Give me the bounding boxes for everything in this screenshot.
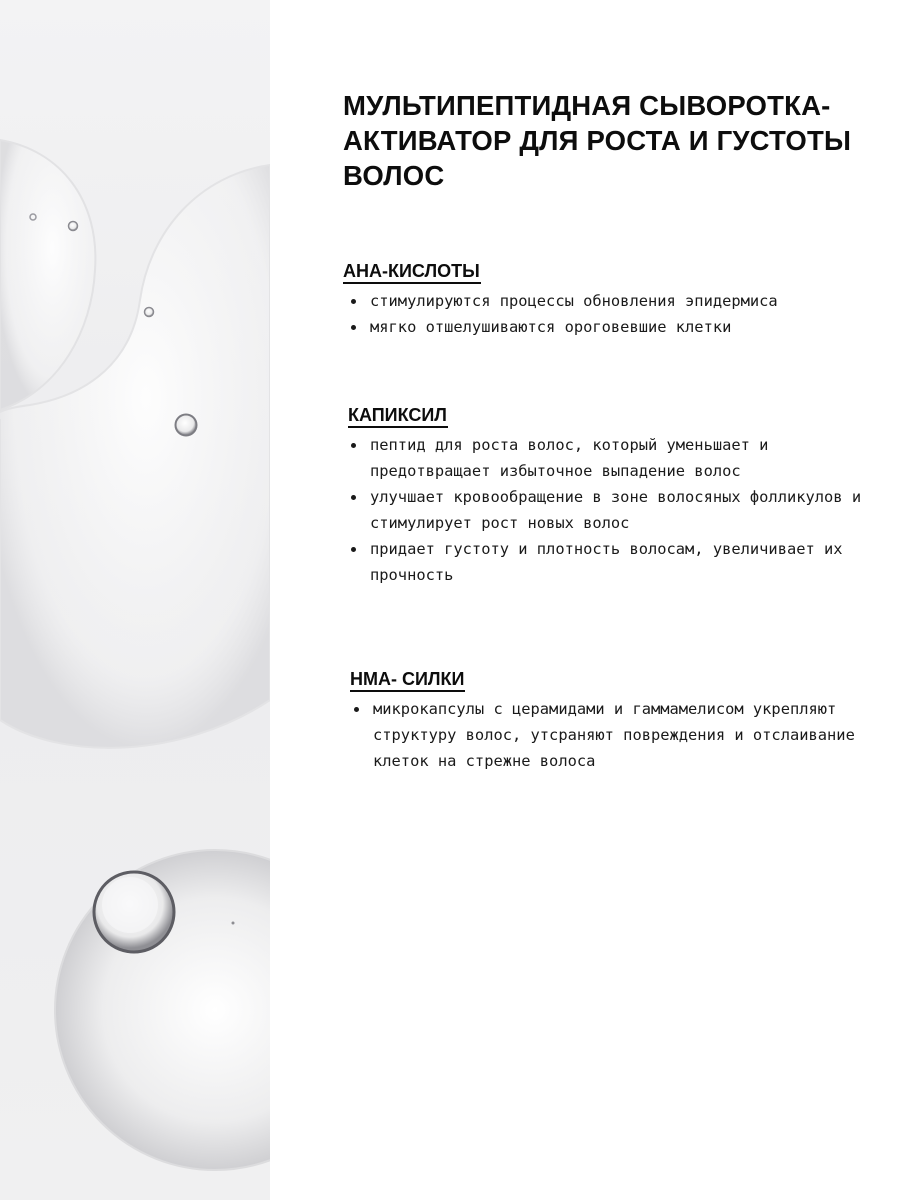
bullet-icon — [351, 325, 356, 330]
section-title: НМА- СИЛКИ — [350, 668, 465, 692]
list-item: придает густоту и плотность волосам, увеличивает их прочность — [343, 536, 868, 588]
list-item: улучшает кровообращение в зоне волосяных фолликулов и стимулирует рост новых волос — [343, 484, 868, 536]
section-aha-acids — [343, 260, 863, 340]
list-item: мягко отшелушиваются ороговевшие клетки — [343, 314, 863, 340]
list-item: микрокапсулы с церамидами и гаммамелисом укрепляют структуру волос, утсраняют повреждения и отслаивание клеток на стрежне волоса — [346, 696, 870, 774]
serum-bubbles-image — [0, 0, 270, 1200]
page-title: МУЛЬТИПЕПТИДНАЯ СЫВОРОТКА-АКТИВАТОР ДЛЯ РОСТА И ГУСТОТЫ ВОЛОС — [343, 90, 852, 191]
bullet-list — [346, 696, 870, 774]
section-title: АНА-КИСЛОТЫ — [343, 260, 481, 284]
bullet-icon — [351, 443, 356, 448]
content-column — [343, 88, 863, 770]
bullet-list — [343, 432, 868, 588]
bullet-icon — [351, 299, 356, 304]
list-item: стимулируются процессы обновления эпидермиса — [343, 288, 863, 314]
list-item: пептид для роста волос, который уменьшает и предотвращает избыточное выпадение волос — [343, 432, 868, 484]
section-capixyl — [348, 404, 868, 588]
bullet-icon — [351, 495, 356, 500]
section-hma-silk — [350, 668, 870, 774]
bullet-icon — [354, 707, 359, 712]
bullet-list — [343, 288, 863, 340]
section-title: КАПИКСИЛ — [348, 404, 448, 428]
bullet-icon — [351, 547, 356, 552]
